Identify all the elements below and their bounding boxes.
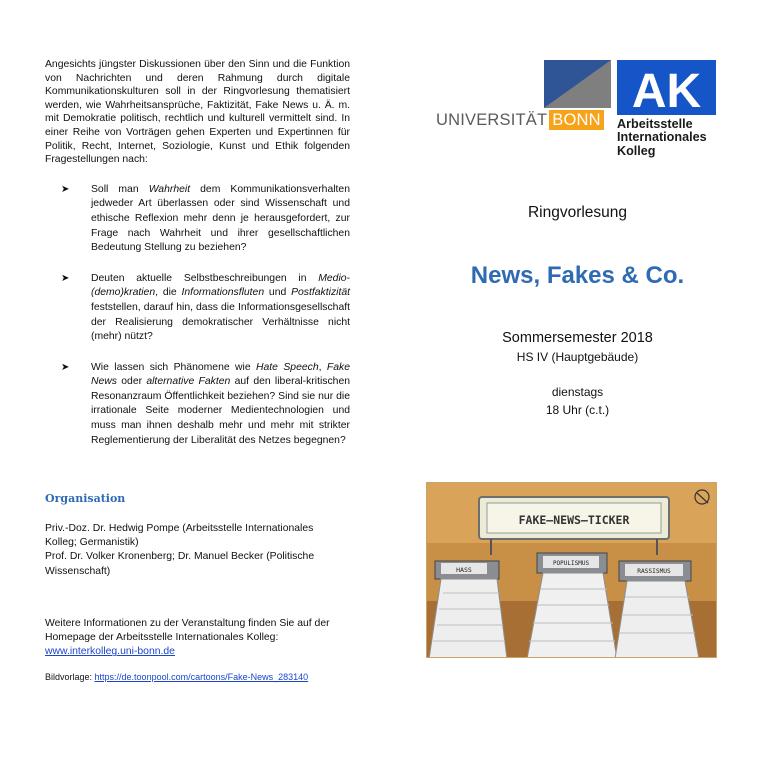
arrow-bullet-icon: ➤ <box>61 272 70 284</box>
time: 18 Uhr (c.t.) <box>545 403 610 417</box>
organisation-body <box>45 522 345 579</box>
arrow-bullet-icon: ➤ <box>61 183 70 195</box>
list-item: ➤ Deuten aktuelle Selbstbeschreibungen in Medio-(demo)kratien, die Informationsfluten und Postfaktizität feststellen, darauf hin, dass die Informationsgesellschaft der Realisierung demokratischer Verhältnisse nicht (mehr) nützt? <box>61 272 350 343</box>
image-credit <box>45 671 308 683</box>
left-column <box>45 58 350 464</box>
list-item: ➤ Wie lassen sich Phänomene wie Hate Speech, Fake News oder alternative Fakten auf den liberal-kritischen Resonanzraum Öffentlichkeit beziehen? Sind sie nur die irrationale Seite moderner Medientechnologien und muss man ihnen deshalb mehr und mehr mit strikter Reglementierung der Liberalität des Netzes begegnen? <box>61 361 351 446</box>
organizer-line: Priv.-Doz. Dr. Hedwig Pompe (Arbeitsstelle Internationales Kolleg; Germanistik) <box>45 523 314 549</box>
homepage-link[interactable]: www.interkolleg.uni-bonn.de <box>45 646 175 658</box>
question-list <box>45 183 350 449</box>
uni-bonn-logo <box>436 60 612 130</box>
cartoon-image <box>426 482 717 658</box>
more-info <box>45 617 355 660</box>
machine-label: RASSISMUS <box>637 568 671 575</box>
machine-label: HASS <box>456 566 472 574</box>
semester: Sommersemester 2018 <box>502 330 653 346</box>
ak-letters: AK <box>631 65 702 115</box>
bonn-wordmark: UNIVERSITÄT BONN <box>436 110 604 130</box>
organisation-heading: Organisation <box>45 492 126 505</box>
cartoon-sign-text: FAKE–NEWS–TICKER <box>518 513 630 527</box>
more-info-text: Weitere Informationen zu der Veranstaltung finden Sie auf der Homepage der Arbeitsstelle Internationales Kolleg: <box>45 618 330 644</box>
ak-wordmark: Arbeitsstelle Internationales Kolleg <box>617 117 707 158</box>
fake-news-ticker-cartoon <box>427 483 717 658</box>
list-item: ➤ Soll man Wahrheit dem Kommunikationsverhalten jedweder Art überlassen oder sind Wissenschaft und ethische Reflexion mehr denn je herausgefordert, zur Frage nach Wahrheit und ihrer gesellschaftlichen Bedeutung Stellung zu beziehen? <box>61 183 350 254</box>
machine-label: POPULISMUS <box>552 560 590 567</box>
series-label: Ringvorlesung <box>527 204 628 221</box>
intro-paragraph: Angesichts jüngster Diskussionen über den Sinn und die Funktion von Nachrichten und deren Rahmung durch digitale Kommunikationskulturen soll in der Ringvorlesung thematisiert werden, wie Wahrheitsansprüche, Faktizität, Fake News u. Ä. m. mit Demokratie politisch, rechtlich und kulturell vermittelt sind. In einer Reihe von Vorträgen gehen Experten und Expertinnen für Politik, Recht, Internet, Soziologie, Kunst und Ethik folgenden Fragestellungen nach: <box>45 59 350 166</box>
organizer-line: Prof. Dr. Volker Kronenberg; Dr. Manuel Becker (Politische Wissenschaft) <box>45 551 315 577</box>
bonn-logo-mark <box>544 60 611 108</box>
room: HS IV (Hauptgebäude) <box>516 350 639 364</box>
ak-logo <box>617 60 727 160</box>
weekday: dienstags <box>551 385 604 399</box>
ak-logo-mark <box>617 60 716 115</box>
event-title: News, Fakes & Co. <box>470 262 685 289</box>
arrow-bullet-icon: ➤ <box>61 361 70 373</box>
credit-label: Bildvorlage: <box>45 672 95 682</box>
bonn-box: BONN <box>549 110 603 130</box>
credit-link[interactable]: https://de.toonpool.com/cartoons/Fake-News_283140 <box>94 672 309 682</box>
